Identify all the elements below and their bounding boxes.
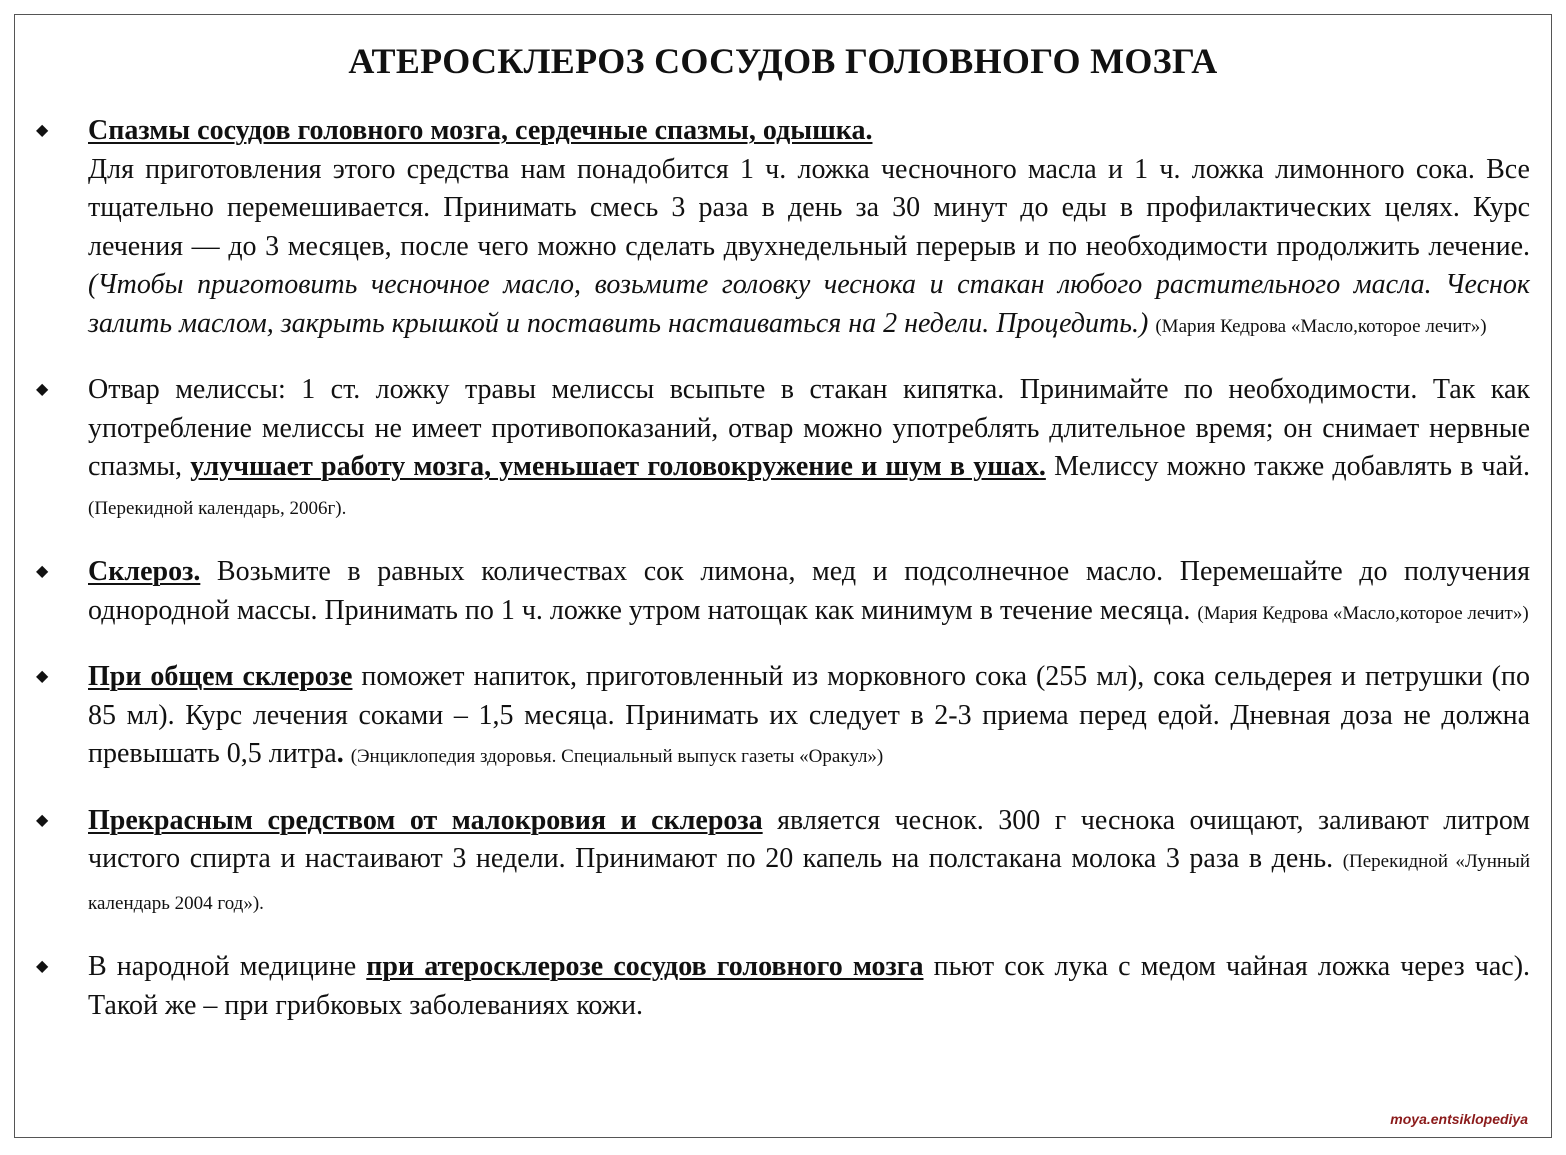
item-text: Возьмите в равных количествах сок лимона, мед и подсолнечное масло. Перемешайте до получения однородной массы. Принимать по 1 ч. ложке утром натощак как минимум в течение месяца. <box>88 556 1531 626</box>
diamond-bullet-icon: ◆ <box>36 563 49 580</box>
diamond-bullet-icon: ◆ <box>36 381 49 398</box>
item-source: (Энциклопедия здоровья. Специальный выпуск газеты «Оракул») <box>350 746 884 767</box>
watermark: moya.entsiklopediya <box>1390 1111 1528 1127</box>
diamond-bullet-icon: ◆ <box>36 122 49 139</box>
list-item <box>36 948 1531 1025</box>
list-item <box>36 112 1530 346</box>
item-heading: Спазмы сосудов головного мозга, сердечные спазмы, одышка. <box>88 115 873 146</box>
item-text: поможет напиток, приготовленный из морковного сока (255 мл), сока сельдерея и петрушки (по 85 мл). Курс лечения соками – 1,5 месяца. Принимать их следует в 2-3 приема перед едой. Дневная доза не должна превышать 0,5 литра <box>88 661 1530 769</box>
item-italic-note: (Чтобы приготовить чесночное масло, возьмите головку чеснока и стакан любого растительного масла. Чеснок залить маслом, закрыть крышкой и поставить настаиваться на 2 недели. Процедить.) <box>88 269 1530 339</box>
item-source: (Перекидной «Лунный календарь 2004 год»). <box>88 851 1531 914</box>
item-heading: При общем склерозе <box>88 661 353 692</box>
list-item <box>36 371 1531 528</box>
item-source: (Перекидной календарь, 2006г). <box>88 497 347 519</box>
list-item <box>36 802 1531 924</box>
item-text-after: Мелиссу можно также добавлять в чай. <box>1054 451 1531 482</box>
item-text-after: пьют сок лука с медом чайная ложка через час). Такой же – при грибковых заболеваниях кожи. <box>88 951 1531 1021</box>
item-heading: Прекрасным средством от малокровия и склероза <box>88 804 763 836</box>
item-text: Для приготовления этого средства нам понадобится 1 ч. ложка чесночного масла и 1 ч. ложка лимонного сока. Все тщательно перемешивается. Принимать смесь 3 раза в день за 30 минут до еды в профилактических целях. Курс лечения — до 3 месяцев, после чего можно сделать двухнедельный перерыв и по необходимости продолжить лечение. <box>88 153 1530 262</box>
item-text: Отвар мелиссы: 1 ст. ложку травы мелиссы всыпьте в стакан кипятка. Принимайте по необходимости. Так как употребление мелиссы не имеет противопоказаний, отвар можно употреблять длительное время; он снимает нервные спазмы, <box>88 374 1530 482</box>
item-text-end: . <box>336 738 344 769</box>
item-emphasis: при атеросклерозе сосудов головного мозга <box>366 951 924 982</box>
item-heading: Склероз. <box>88 556 201 587</box>
item-text: В народной медицине <box>88 951 357 982</box>
list-item <box>36 658 1530 777</box>
diamond-bullet-icon: ◆ <box>36 668 49 685</box>
diamond-bullet-icon: ◆ <box>36 958 49 975</box>
remedy-list <box>36 112 1531 1050</box>
diamond-bullet-icon: ◆ <box>36 811 49 829</box>
list-item <box>36 553 1531 633</box>
item-emphasis: улучшает работу мозга, уменьшает головокружение и шум в ушах. <box>190 451 1046 482</box>
item-source: (Мария Кедрова «Масло,которое лечит») <box>1197 602 1529 624</box>
page-title: АТЕРОСКЛЕРОЗ СОСУДОВ ГОЛОВНОГО МОЗГА <box>348 41 1218 81</box>
item-source: (Мария Кедрова «Масло,которое лечит») <box>1155 315 1487 337</box>
item-text: является чеснок. 300 г чеснока очищают, заливают литром чистого спирта и настаивают 3 недели. Принимают по 20 капель на полстакана молока 3 раза в день. <box>88 804 1531 874</box>
